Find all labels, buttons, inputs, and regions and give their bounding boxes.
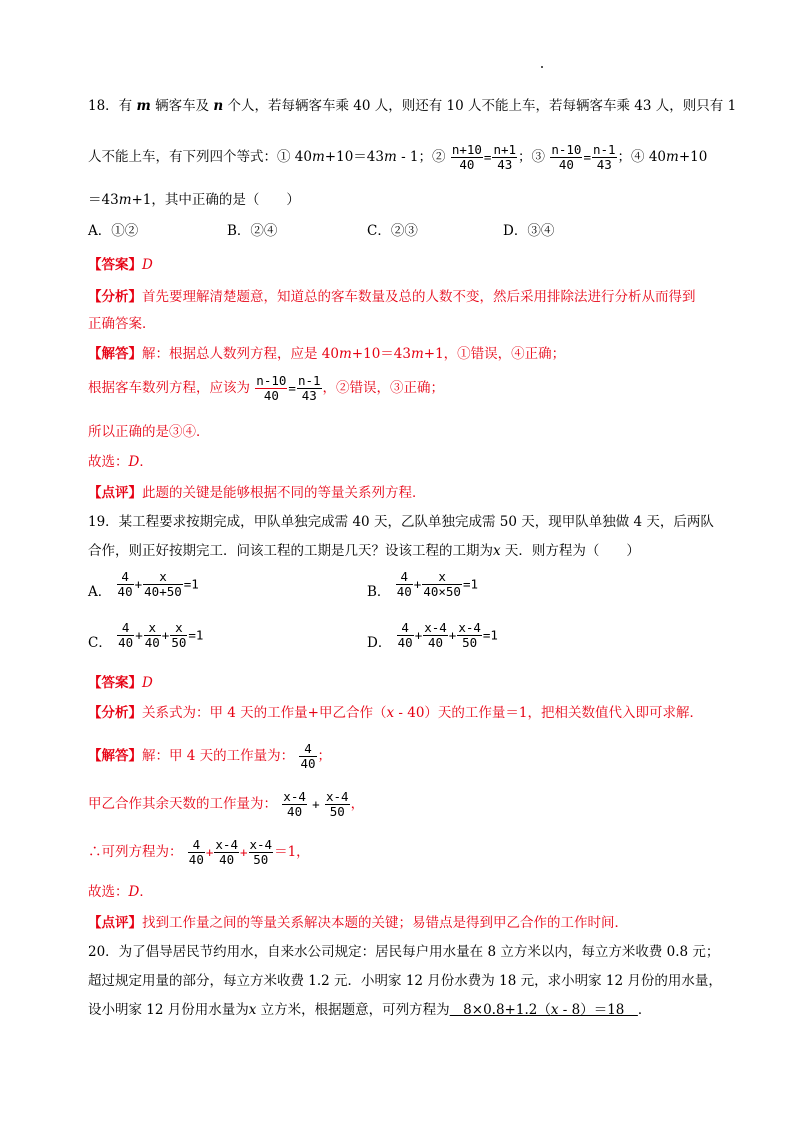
q20-line3: 设小明家 12 月份用水量为x 立方米，根据题意，可列方程为 8×0.8+1.2（x - 8）＝18 ． bbox=[88, 1002, 652, 1018]
q18-eq2-right-frac: $\frac{n+1}{43}$ bbox=[493, 142, 517, 172]
q20-line1: 20．为了倡导居民节约用水，自来水公司规定：居民每户用水量在 8 立方米以内，每立方米收费 0.8 元； bbox=[88, 944, 720, 960]
q18-analysis-line1: 【分析】首先要理解清楚题意，知道总的客车数量及总的人数不变，然后采用排除法进行分析从而得到 bbox=[88, 289, 696, 305]
q20-answer-blank: 8×0.8+1.2（x - 8）＝18 bbox=[449, 1002, 638, 1018]
q18-option-d[interactable]: D．③④ bbox=[503, 223, 555, 239]
q19-option-b[interactable]: B． $\frac{4}{40}$ + $\frac{x}{40\times 50}$ =1 bbox=[367, 569, 479, 600]
q18-solution-line1: 【解答】解：根据总人数列方程，应是 40m+10＝43m+1，①错误，④正确； bbox=[88, 346, 566, 362]
q18-eq2-left-frac: $\frac{n+10}{40}$ bbox=[451, 142, 482, 172]
q18-solution-right-frac: $\frac{n-1}{43}$ bbox=[297, 373, 321, 403]
q19-solution-line1: 【解答】解：甲 4 天的工作量为： $\frac{4}{40}$ ； bbox=[88, 741, 332, 771]
q18-comment: 【点评】此题的关键是能够根据不同的等量关系列方程． bbox=[88, 485, 426, 501]
q19-comment: 【点评】找到工作量之间的等量关系解决本题的关键；易错点是得到甲乙合作的工作时间． bbox=[88, 915, 628, 931]
q18-eq3-left-frac: $\frac{n-10}{40}$ bbox=[551, 142, 582, 172]
q19-option-c[interactable]: C． $\frac{4}{40}$ + $\frac{x}{40}$ + $\frac{x}{50}$ =1 bbox=[88, 620, 204, 651]
q18-line3: ＝43m+1，其中正确的是（ ） bbox=[88, 192, 300, 208]
q18-line1: 18．有 m 辆客车及 n 个人，若每辆客车乘 40 人，则还有 10 人不能上车，若每辆客车乘 43 人，则只有 1 bbox=[88, 98, 737, 114]
q20-line2: 超过规定用量的部分，每立方米收费 1.2 元．小明家 12 月份水费为 18 元，求小明家 12 月份的用水量， bbox=[88, 973, 722, 989]
q18-answer: 【答案】D bbox=[88, 257, 153, 273]
q19-solution-frac-4-40: $\frac{4}{40}$ bbox=[300, 741, 316, 771]
frac: $\frac{x-4}{50}$ bbox=[458, 620, 481, 650]
q18-option-b[interactable]: B．②④ bbox=[227, 223, 278, 239]
q18-solution-line2: 根据客车数列方程，应该为 $\frac{n-10}{40}$ = $\frac{n-1}{43}$ ，②错误，③正确； bbox=[88, 373, 445, 403]
frac: $\frac{4}{40}$ bbox=[117, 569, 133, 599]
q18-option-a[interactable]: A．①② bbox=[88, 223, 139, 239]
frac: $\frac{x-4}{50}$ bbox=[326, 789, 349, 819]
frac: $\frac{4}{40}$ bbox=[396, 569, 412, 599]
frac: $\frac{4}{40}$ bbox=[118, 620, 134, 650]
q19-answer: 【答案】D bbox=[88, 675, 153, 691]
frac: $\frac{x-4}{50}$ bbox=[249, 837, 273, 867]
q19-choose: 故选：D． bbox=[88, 884, 153, 900]
frac: $\frac{x}{40}$ bbox=[144, 620, 160, 650]
scan-dot bbox=[541, 66, 543, 68]
q19-solution-line3: ∴可列方程为： $\frac{4}{40}$ + $\frac{x-4}{40}$ + $\frac{x-4}{50}$ ＝1， bbox=[88, 837, 310, 867]
q19-solution-line2: 甲乙合作其余天数的工作量为： $\frac{x-4}{40}$ + $\frac{x-4}{50}$ ， bbox=[88, 789, 365, 819]
q18-solution-left-frac: $\frac{n-10}{40}$ bbox=[256, 373, 287, 403]
q18-solution-line3: 所以正确的是③④． bbox=[88, 424, 210, 440]
q19-line1: 19．某工程要求按期完成，甲队单独完成需 40 天，乙队单独完成需 50 天，现甲队单独做 4 天，后两队 bbox=[88, 514, 714, 530]
frac: $\frac{4}{40}$ bbox=[397, 620, 413, 650]
q18-eq3-right-frac: $\frac{n-1}{43}$ bbox=[592, 142, 616, 172]
frac: $\frac{x-4}{40}$ bbox=[424, 620, 447, 650]
frac: $\frac{4}{40}$ bbox=[188, 837, 204, 867]
q18-choose: 故选：D． bbox=[88, 454, 153, 470]
q18-analysis-line2: 正确答案． bbox=[88, 316, 156, 332]
q19-option-a[interactable]: A． $\frac{4}{40}$ + $\frac{x}{40+50}$ =1 bbox=[88, 569, 199, 600]
frac: $\frac{x-4}{40}$ bbox=[215, 837, 238, 867]
q19-analysis: 【分析】关系式为：甲 4 天的工作量+甲乙合作（x - 40）天的工作量＝1，把相关数值代入即可求解． bbox=[88, 705, 704, 721]
q19-line2: 合作，则正好按期完工．问该工程的工期是几天？设该工程的工期为x 天．则方程为（ ） bbox=[88, 543, 640, 559]
q19-option-d[interactable]: D． $\frac{4}{40}$ + $\frac{x-4}{40}$ + $\frac{x-4}{50}$ =1 bbox=[367, 620, 498, 651]
frac: $\frac{x-4}{40}$ bbox=[283, 789, 306, 819]
q18-line2: 人不能上车，有下列四个等式：① 40m+10＝43m - 1；② $\frac{n+10}{40}$ = $\frac{n+1}{43}$ ；③ $\frac{n-10}{40}$ = $\frac{n-1}{43}$ ；④ 40m+10 bbox=[88, 142, 708, 172]
frac: $\frac{x}{40+50}$ bbox=[144, 569, 182, 599]
frac: $\frac{x}{40\times 50}$ bbox=[423, 569, 461, 599]
frac: $\frac{x}{50}$ bbox=[171, 620, 187, 650]
q18-option-c[interactable]: C．②③ bbox=[367, 223, 418, 239]
